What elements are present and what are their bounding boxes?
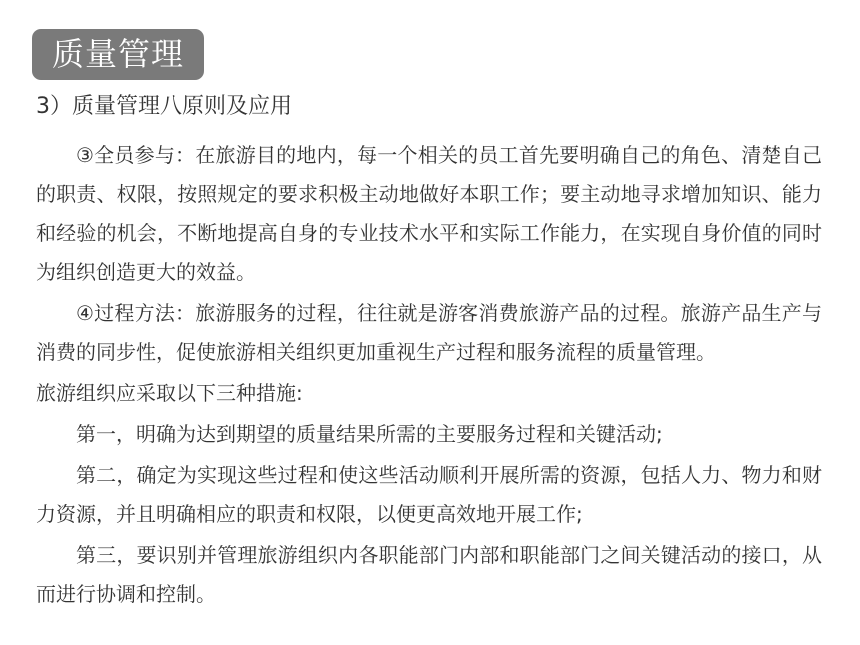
paragraph-measures-intro: 旅游组织应采取以下三种措施: [36, 381, 303, 405]
page-title-badge: 质量管理 [32, 29, 204, 80]
paragraph-full-participation: ③全员参与：在旅游目的地内，每一个相关的员工首先要明确自己的角色、清楚自己的职责、权限，按照规定的要求积极主动地做好本职工作；要主动地寻求增加知识、能力和经验的机会，不断地提高自身的专业技术水平和实际工作能力，在实现自身价值的同时为组织创造更大的效益。 [36, 143, 822, 284]
paragraph-measure-third: 第三，要识别并管理旅游组织内各职能部门内部和职能部门之间关键活动的接口，从而进行协调和控制。 [36, 543, 822, 606]
section-heading: 3）质量管理八原则及应用 [36, 94, 292, 119]
paragraph-process-approach: ④过程方法：旅游服务的过程，往往就是游客消费旅游产品的过程。旅游产品生产与消费的同步性，促使旅游相关组织更加重视生产过程和服务流程的质量管理。 [36, 301, 822, 364]
document-body [36, 136, 822, 616]
paragraph-measure-first: 第一，明确为达到期望的质量结果所需的主要服务过程和关键活动; [76, 422, 663, 446]
paragraph-measure-second: 第二，确定为实现这些过程和使这些活动顺利开展所需的资源，包括人力、物力和财力资源，并且明确相应的职责和权限，以便更高效地开展工作; [36, 463, 822, 526]
